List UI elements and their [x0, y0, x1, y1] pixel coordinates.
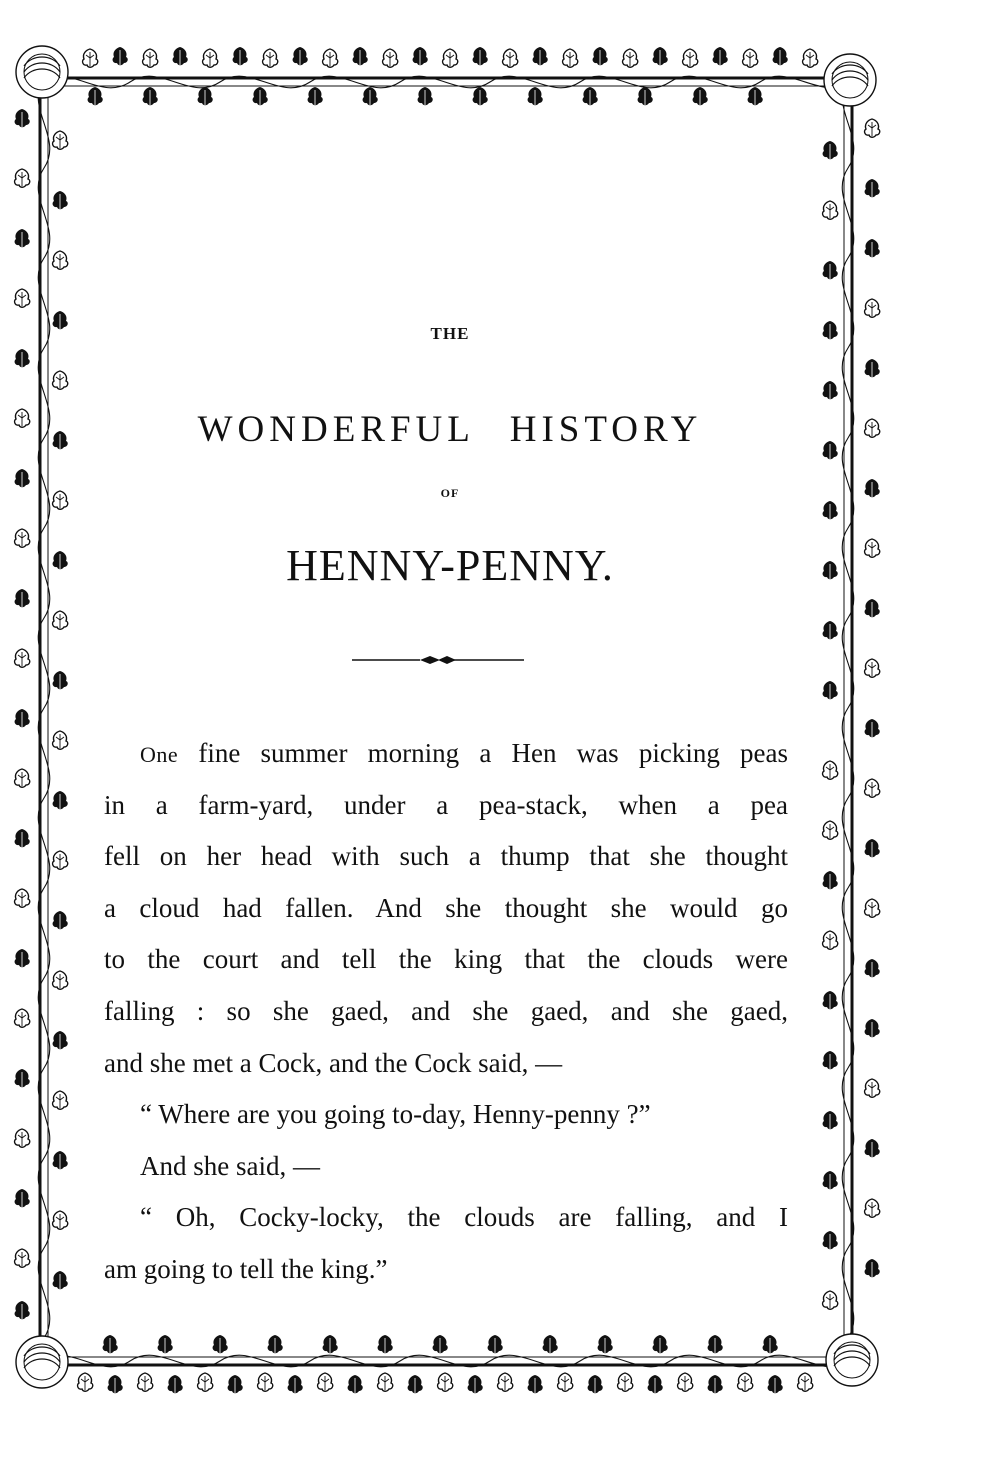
drop-word: One — [140, 742, 179, 767]
story-line: “ Oh, Cocky-locky, the clouds are falling, and I — [140, 1202, 788, 1233]
story-line: And she said, — — [140, 1150, 320, 1181]
story-line: falling : so she gaed, and she gaed, and she gaed, — [104, 995, 788, 1026]
title-the: THE — [430, 324, 470, 343]
ornamental-divider — [352, 652, 524, 668]
story-text — [104, 728, 788, 1296]
title-main: WONDERFUL HISTORY — [197, 409, 703, 450]
title-of: OF — [440, 486, 460, 500]
story-line: am going to tell the king.” — [104, 1253, 388, 1284]
story-line: One fine summer morning a Hen was picking peas — [140, 738, 788, 768]
story-line: and she met a Cock, and the Cock said, — — [104, 1047, 563, 1078]
story-line: to the court and tell the king that the clouds were — [104, 944, 788, 975]
story-line: in a farm-yard, under a pea-stack, when a pea — [104, 789, 788, 820]
story-line: fell on her head with such a thump that she thought — [104, 841, 788, 872]
story-line: a cloud had fallen. And she thought she would go — [104, 892, 788, 923]
title-subject: HENNY-PENNY. — [286, 541, 614, 590]
story-line: “ Where are you going to-day, Henny-penny ?” — [140, 1099, 651, 1130]
